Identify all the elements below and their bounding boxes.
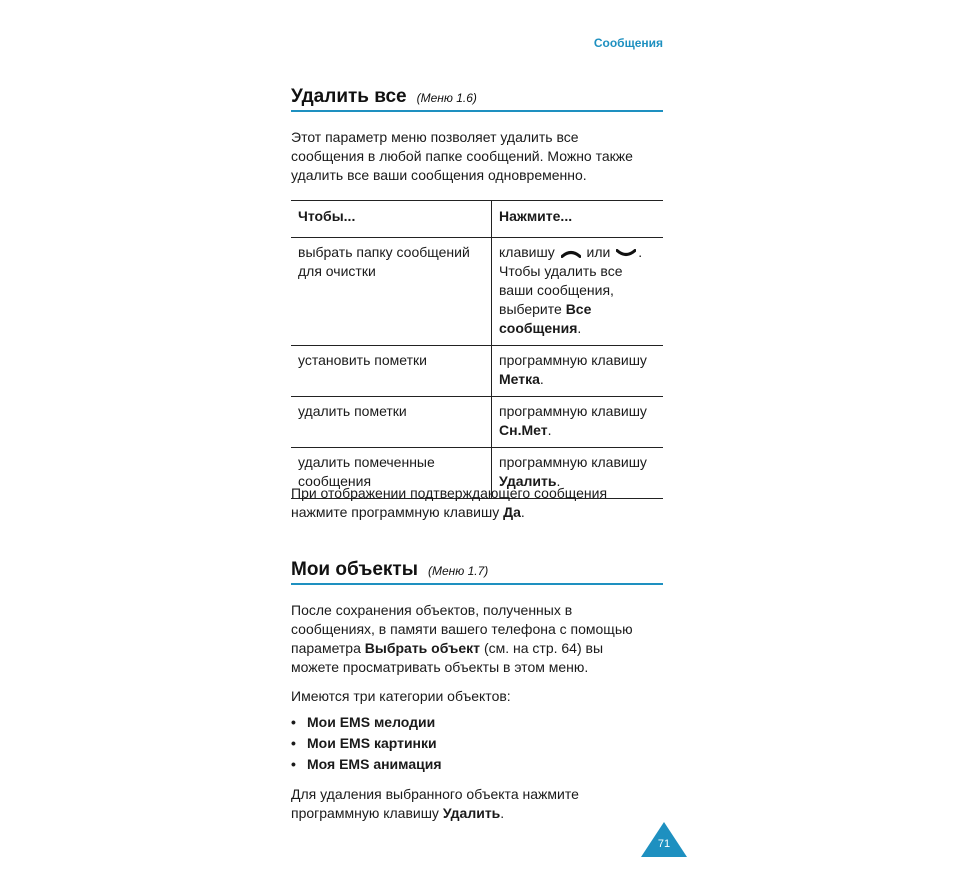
text-line: клавишу или . <box>499 244 643 260</box>
option-name: сообщения <box>499 320 578 336</box>
intro-paragraph <box>291 601 663 677</box>
action-cell <box>291 346 492 397</box>
softkey-name: Метка <box>499 371 540 387</box>
press-cell <box>492 397 664 448</box>
press-cell <box>492 346 664 397</box>
softkey-name: Удалить <box>499 473 557 489</box>
section-title: Удалить все <box>291 86 407 107</box>
text-line: программную клавишу <box>499 454 647 470</box>
page-number: 71 <box>657 838 671 850</box>
softkey-name: Да <box>503 504 521 520</box>
confirm-paragraph <box>291 484 663 522</box>
section-title: Мои объекты <box>291 559 418 580</box>
softkey-name: Сн.Мет <box>499 422 548 438</box>
text-line: удалить пометки <box>298 403 407 419</box>
text-line: выбрать папку сообщений <box>298 244 470 260</box>
column-header: Чтобы... <box>291 201 492 238</box>
option-name: Все <box>565 301 592 317</box>
text-line: нажмите программную клавишу Да. <box>291 504 525 520</box>
text-line: После сохранения объектов, полученных в <box>291 602 573 618</box>
menu-reference: (Меню 1.7) <box>427 564 489 578</box>
nav-up-key-icon <box>561 249 581 258</box>
list-item: • Моя EMS анимация <box>291 756 442 772</box>
nav-down-key-icon <box>616 249 636 258</box>
page-number-badge <box>640 822 688 858</box>
text-line: параметра Выбрать объект (см. на стр. 64) вы <box>291 640 604 656</box>
text-line: можете просматривать объекты в этом меню. <box>291 659 589 675</box>
text-line: ваши сообщения, <box>499 282 614 298</box>
list-item: • Мои EMS картинки <box>291 735 437 751</box>
press-cell <box>492 238 664 346</box>
text-line: удалить все ваши сообщения одновременно. <box>291 167 587 183</box>
categories-intro: Имеются три категории объектов: <box>291 688 511 704</box>
action-cell <box>291 238 492 346</box>
list-item: • Мои EMS мелодии <box>291 714 436 730</box>
text-line: Удалить. <box>499 473 561 489</box>
text-line: сообщения. <box>499 320 582 336</box>
column-header: Нажмите... <box>492 201 664 238</box>
text-line: Для удаления выбранного объекта нажмите <box>291 786 579 802</box>
table-row <box>291 346 663 397</box>
softkey-name: Удалить <box>442 805 501 821</box>
table-row <box>291 238 663 346</box>
running-header: Сообщения <box>593 36 663 50</box>
text-line: программную клавишу <box>499 403 647 419</box>
text-line: сообщениях, в памяти вашего телефона с помощью <box>291 621 633 637</box>
text-line: установить пометки <box>298 352 427 368</box>
text-line: программную клавишу Удалить. <box>291 805 505 821</box>
intro-paragraph <box>291 128 663 185</box>
text-line: программную клавишу <box>499 352 647 368</box>
menu-reference: (Меню 1.6) <box>416 91 477 105</box>
text-line: Сн.Мет. <box>499 422 552 438</box>
text-line: сообщения в любой папке сообщений. Можно также <box>291 148 633 164</box>
delete-paragraph <box>291 785 663 823</box>
table-header-row <box>291 201 663 238</box>
section-divider <box>291 110 663 112</box>
section-heading-delete-all <box>291 86 663 108</box>
text-line: Чтобы удалить все <box>499 263 623 279</box>
text-line: удалить помеченные <box>298 454 435 470</box>
text-line: сообщения <box>298 473 372 489</box>
section-heading-my-objects <box>291 559 663 581</box>
text-line: Метка. <box>499 371 544 387</box>
option-name: Выбрать объект <box>364 640 481 656</box>
text-line: Этот параметр меню позволяет удалить все <box>291 129 579 145</box>
categories-list <box>291 712 442 775</box>
text-line: При отображении подтверждающего сообщения <box>291 485 608 501</box>
section-divider <box>291 583 663 585</box>
table-row <box>291 397 663 448</box>
action-cell <box>291 397 492 448</box>
instructions-table <box>291 200 663 499</box>
text-line: для очистки <box>298 263 376 279</box>
text-line: выберите Все <box>499 301 592 317</box>
